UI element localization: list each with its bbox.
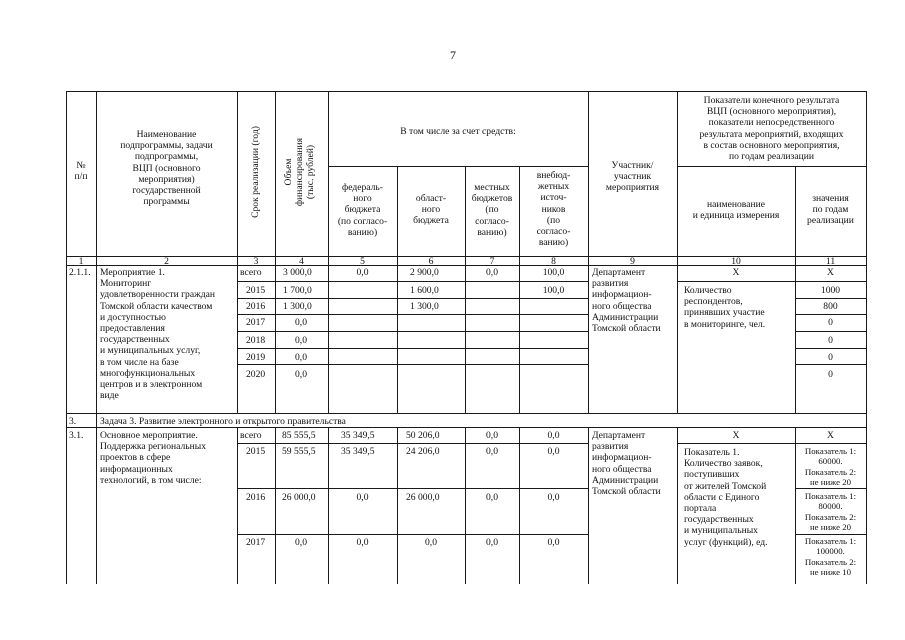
header-extra: внебюд- жетных источ- ников (по согласо- ванию) <box>536 170 571 249</box>
header-number: № п/п <box>74 160 88 183</box>
header-federal: федераль- ного бюджета (по согласо- ванию) <box>337 182 388 238</box>
table-rule <box>237 364 589 365</box>
table-rule <box>795 314 867 315</box>
indicator-value-cell: Показатель 1: 100000. Показатель 2: не ниже 10 <box>804 536 857 578</box>
task-title: Задача 3. Развитие электронного и открытого правительства <box>100 416 346 427</box>
table-rule <box>237 427 238 584</box>
table-rule <box>795 364 867 365</box>
table-rule <box>275 91 276 414</box>
year-cell: всего <box>240 430 262 441</box>
row-number: 2.1.1. <box>69 267 91 278</box>
federal-cell: 0,0 <box>356 492 369 503</box>
table-rule <box>328 166 589 167</box>
federal-cell: 35 349,5 <box>341 446 375 457</box>
table-rule <box>237 298 589 299</box>
table-rule <box>237 488 589 489</box>
participant-name: Департамент развития информацион- ного общества Администрации Томской области <box>592 267 661 335</box>
year-cell: 2016 <box>246 492 266 503</box>
row-number: 3.1. <box>69 430 84 441</box>
table-rule <box>237 91 238 414</box>
header-participant: Участник/ участник мероприятия <box>605 160 660 194</box>
table-rule <box>237 314 589 315</box>
indicator-name: Количество респондентов, принявших участие в мониторинге, чел. <box>684 285 766 330</box>
table-rule <box>237 281 589 282</box>
year-cell: 2015 <box>246 446 266 457</box>
regional-cell: 26 000,0 <box>406 492 440 503</box>
table-rule <box>66 413 867 414</box>
participant-name: Департамент развития информацион- ного общества Администрации Томской области <box>592 430 661 498</box>
volume-cell: 1 700,0 <box>283 285 312 296</box>
year-cell: 2018 <box>246 335 266 346</box>
indicator-name-cell: Х <box>732 430 740 441</box>
column-number: 8 <box>551 256 556 267</box>
table-rule <box>328 91 329 414</box>
column-number: 11 <box>825 256 836 267</box>
regional-cell: 24 206,0 <box>406 446 440 457</box>
volume-cell: 0,0 <box>295 335 307 346</box>
federal-cell: 35 349,5 <box>341 430 375 441</box>
table-rule <box>397 427 398 584</box>
table-rule <box>66 91 867 92</box>
indicator-value-cell: 0 <box>828 317 833 328</box>
extra-cell: 0,0 <box>547 492 560 503</box>
table-rule <box>328 427 329 584</box>
volume-cell: 59 555,5 <box>282 446 316 457</box>
federal-cell: 0,0 <box>356 267 369 278</box>
extra-cell: 100,0 <box>542 285 565 296</box>
header-regional: област- ного бюджета <box>413 193 449 227</box>
year-cell: 2019 <box>246 352 266 363</box>
indicator-value-cell: 0 <box>828 352 833 363</box>
local-cell: 0,0 <box>486 492 498 503</box>
volume-cell: 0,0 <box>295 317 307 328</box>
table-rule <box>795 348 867 349</box>
table-rule <box>866 91 867 584</box>
volume-cell: 0,0 <box>295 369 307 380</box>
year-cell: 2017 <box>246 537 266 548</box>
extra-cell: 0,0 <box>547 537 560 548</box>
indicator-name-cell: Х <box>732 267 740 278</box>
activity-name: Основное мероприятие. Поддержка региональных проектов в сфере информационных технологий, в том числе: <box>100 430 207 486</box>
indicator-value-cell: 800 <box>823 301 838 312</box>
volume-cell: 26 000,0 <box>282 492 316 503</box>
indicator-name: Показатель 1. Количество заявок, поступивших от жителей Томской области с Единого портала государственных и муниципальных услуг (функций), ед. <box>684 447 768 548</box>
indicator-value-cell: Показатель 1: 80000. Показатель 2: не ниже 20 <box>804 491 857 533</box>
year-cell: 2017 <box>246 317 266 328</box>
header-local: местных бюджетов (по согласо- ванию) <box>471 182 513 238</box>
federal-cell: 0,0 <box>356 537 369 548</box>
column-number: 10 <box>731 256 741 267</box>
table-rule <box>588 91 589 414</box>
header-results: Показатели конечного результата ВЦП (основного мероприятия), показатели непосредственного результата мероприятий, входящих в состав основного мероприятия, по годам реализации <box>699 95 844 163</box>
column-number: 7 <box>489 256 495 267</box>
extra-cell: 100,0 <box>542 267 565 278</box>
table-rule <box>677 166 867 167</box>
year-cell: 2015 <box>246 285 266 296</box>
table-rule <box>795 298 867 299</box>
year-cell: 2016 <box>246 301 266 312</box>
table-rule <box>96 413 97 428</box>
indicator-value-cell: Х <box>827 430 834 441</box>
indicator-value-cell: 0 <box>828 335 833 346</box>
column-number: 2 <box>164 256 169 267</box>
indicator-value-cell: Х <box>827 267 834 278</box>
volume-cell: 1 300,0 <box>283 301 312 312</box>
table-rule <box>795 488 867 489</box>
header-name: Наименование подпрограммы, задачи подпрограммы, ВЦП (основного мероприятия) государственной программы <box>120 129 213 208</box>
extra-cell: 0,0 <box>547 430 560 441</box>
column-number: 9 <box>630 256 635 267</box>
header-term: Срок реализации (год) <box>250 126 261 218</box>
column-number: 5 <box>360 256 365 267</box>
regional-cell: 0,0 <box>425 537 437 548</box>
table-rule <box>588 427 589 584</box>
table-rule <box>677 427 678 584</box>
volume-cell: 85 555,5 <box>282 430 316 441</box>
local-cell: 0,0 <box>486 446 498 457</box>
table-rule <box>677 443 796 444</box>
extra-cell: 0,0 <box>547 446 560 457</box>
volume-cell: 0,0 <box>295 352 307 363</box>
table-rule <box>275 427 276 584</box>
header-indicator-values: значения по годам реализации <box>807 193 854 227</box>
table-rule <box>795 281 867 282</box>
header-indicator-name: наименование и единица измерения <box>692 199 780 222</box>
indicator-value-cell: 1000 <box>820 285 841 296</box>
activity-name: Мероприятие 1. Мониторинг удовлетворенности граждан Томской области качеством и доступностью предоставления государственных и муниципальных услуг, в том числе на базе многофункциональных центров и в электронном виде <box>100 267 216 402</box>
year-cell: 2020 <box>246 369 266 380</box>
local-cell: 0,0 <box>486 267 498 278</box>
local-cell: 0,0 <box>486 430 498 441</box>
table-rule <box>237 348 589 349</box>
regional-cell: 2 900,0 <box>410 267 439 278</box>
table-rule <box>237 443 589 444</box>
header-sources: В том числе за счет средств: <box>400 126 516 137</box>
table-rule <box>795 443 867 444</box>
indicator-value-cell: 0 <box>828 369 833 380</box>
table-rule <box>237 331 589 332</box>
table-rule <box>677 281 796 282</box>
table-rule <box>795 534 867 535</box>
column-number: 6 <box>428 256 434 267</box>
table-rule <box>237 534 589 535</box>
table-rule <box>96 427 97 584</box>
table-rule <box>795 331 867 332</box>
volume-cell: 3 000,0 <box>283 267 312 278</box>
volume-cell: 0,0 <box>295 537 307 548</box>
header-volume: Объем финансирования (тыс. рублей) <box>283 137 317 207</box>
regional-cell: 1 300,0 <box>410 301 439 312</box>
regional-cell: 50 206,0 <box>406 430 440 441</box>
row-number: 3. <box>69 416 77 427</box>
page-number: 7 <box>450 48 456 62</box>
year-cell: всего <box>240 267 262 278</box>
column-number: 3 <box>253 256 259 267</box>
column-number: 4 <box>299 256 304 267</box>
regional-cell: 1 600,0 <box>410 285 439 296</box>
indicator-value-cell: Показатель 1: 60000. Показатель 2: не ниже 20 <box>804 446 857 488</box>
column-number: 1 <box>78 256 84 267</box>
local-cell: 0,0 <box>486 537 498 548</box>
